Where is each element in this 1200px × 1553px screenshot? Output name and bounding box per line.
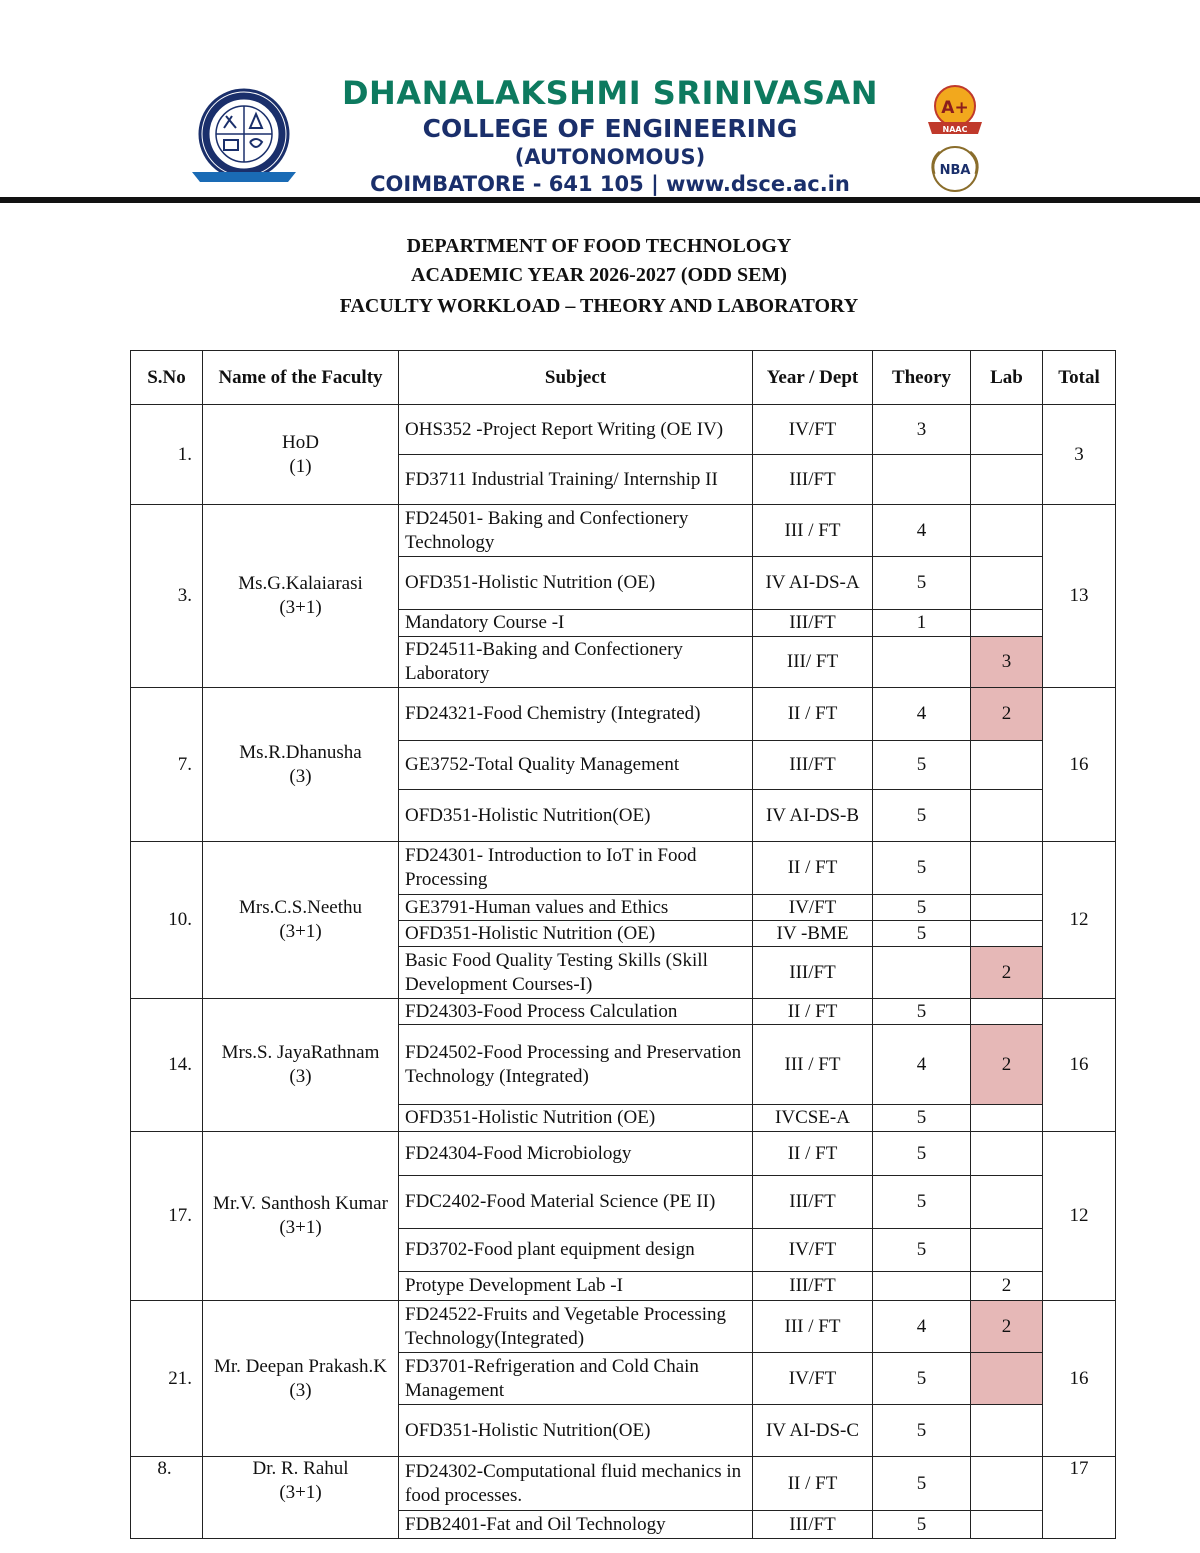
- year-dept-cell: IV AI-DS-B: [753, 790, 873, 842]
- lab-cell: [971, 895, 1043, 921]
- subject-cell: FD3711 Industrial Training/ Internship II: [399, 455, 753, 505]
- theory-cell: [873, 455, 971, 505]
- letterhead: [0, 0, 1200, 210]
- year-dept-cell: III/FT: [753, 1511, 873, 1539]
- faculty-name: Mr.V. Santhosh Kumar: [213, 1193, 388, 1214]
- subject-cell: FD24304-Food Microbiology: [399, 1132, 753, 1176]
- college-address: COIMBATORE - 641 105 | www.dsce.ac.in: [370, 172, 850, 196]
- subject-cell: FD3701-Refrigeration and Cold Chain Management: [399, 1353, 753, 1405]
- header-year-dept: Year / Dept: [753, 351, 873, 405]
- faculty-name: Mrs.S. JayaRathnam: [221, 1042, 380, 1063]
- theory-cell: 5: [873, 557, 971, 610]
- subject-cell: FD24522-Fruits and Vegetable Processing Technology(Integrated): [399, 1301, 753, 1353]
- lab-cell: 2: [971, 1301, 1043, 1353]
- lab-cell: [971, 790, 1043, 842]
- theory-cell: 5: [873, 790, 971, 842]
- theory-cell: 5: [873, 895, 971, 921]
- college-crest-logo: [188, 86, 300, 190]
- header-total: Total: [1043, 351, 1116, 405]
- faculty-load: (3): [289, 765, 312, 787]
- lab-cell: 3: [971, 637, 1043, 688]
- year-dept-cell: III / FT: [753, 505, 873, 557]
- theory-cell: 5: [873, 1353, 971, 1405]
- year-dept-cell: IV AI-DS-C: [753, 1405, 873, 1457]
- faculty-name: Dr. R. Rahul: [252, 1458, 349, 1479]
- faculty-name: Mrs.C.S.Neethu: [239, 897, 362, 918]
- autonomous-status: (AUTONOMOUS): [514, 145, 706, 169]
- header-faculty: Name of the Faculty: [203, 351, 399, 405]
- subject-cell: Basic Food Quality Testing Skills (Skill Development Courses-I): [399, 947, 753, 999]
- badge-naac-text: NAAC: [942, 125, 968, 134]
- lab-cell: [971, 1105, 1043, 1132]
- subject-cell: Protype Development Lab -I: [399, 1272, 753, 1301]
- faculty-cell: [203, 688, 399, 842]
- table-row: [131, 405, 1116, 455]
- theory-cell: 5: [873, 921, 971, 947]
- badge-a-text: A+: [941, 98, 969, 118]
- year-dept-cell: III/FT: [753, 455, 873, 505]
- lab-cell: [971, 1511, 1043, 1539]
- lab-cell: [971, 1176, 1043, 1229]
- faculty-load: (3+1): [279, 921, 322, 942]
- year-dept-cell: III/FT: [753, 610, 873, 637]
- faculty-cell: [203, 1301, 399, 1457]
- workload-title: FACULTY WORKLOAD – THEORY AND LABORATORY: [339, 295, 859, 317]
- faculty-name: Ms.G.Kalaiarasi: [238, 573, 363, 594]
- total-cell: 12: [1043, 842, 1116, 999]
- subject-cell: OFD351-Holistic Nutrition(OE): [399, 1405, 753, 1457]
- year-dept-cell: II / FT: [753, 842, 873, 895]
- theory-cell: 5: [873, 999, 971, 1025]
- header-lab: Lab: [971, 351, 1043, 405]
- sno-cell: 14.: [131, 999, 203, 1132]
- faculty-cell: [203, 1457, 399, 1539]
- theory-cell: 5: [873, 1132, 971, 1176]
- lab-cell: [971, 1132, 1043, 1176]
- faculty-load: (3): [289, 1379, 312, 1401]
- subject-cell: FD24321-Food Chemistry (Integrated): [399, 688, 753, 741]
- faculty-cell: [203, 405, 399, 505]
- lab-cell: [971, 842, 1043, 895]
- table-row: [131, 842, 1116, 895]
- lab-cell: 2: [971, 688, 1043, 741]
- naac-a-plus-badge: [922, 82, 988, 140]
- year-dept-cell: IV AI-DS-A: [753, 557, 873, 610]
- lab-cell: 2: [971, 1272, 1043, 1301]
- subject-cell: FD24502-Food Processing and Preservation Technology (Integrated): [399, 1025, 753, 1105]
- table-row: [131, 1301, 1116, 1353]
- lab-cell: 2: [971, 947, 1043, 999]
- subject-cell: Mandatory Course -I: [399, 610, 753, 637]
- sno-cell: 1.: [131, 405, 203, 505]
- table-row: [131, 688, 1116, 741]
- faculty-name: Mr. Deepan Prakash.K: [213, 1355, 388, 1377]
- subject-cell: FD24303-Food Process Calculation: [399, 999, 753, 1025]
- theory-cell: 4: [873, 505, 971, 557]
- lab-cell: [971, 505, 1043, 557]
- year-dept-cell: IV/FT: [753, 1353, 873, 1405]
- lab-cell: [971, 1353, 1043, 1405]
- lab-cell: [971, 455, 1043, 505]
- header-theory: Theory: [873, 351, 971, 405]
- year-dept-cell: II / FT: [753, 999, 873, 1025]
- year-dept-cell: III / FT: [753, 1025, 873, 1105]
- lab-cell: [971, 741, 1043, 790]
- nba-badge: [922, 144, 988, 194]
- table-header-row: [131, 351, 1116, 405]
- year-dept-cell: III/FT: [753, 1176, 873, 1229]
- academic-year-title: ACADEMIC YEAR 2026-2027 (ODD SEM): [411, 264, 787, 286]
- faculty-load: (1): [289, 455, 312, 477]
- subject-cell: OFD351-Holistic Nutrition(OE): [399, 790, 753, 842]
- subject-cell: GE3752-Total Quality Management: [399, 741, 753, 790]
- faculty-load: (3): [289, 1066, 312, 1087]
- theory-cell: 5: [873, 1405, 971, 1457]
- lab-cell: [971, 405, 1043, 455]
- theory-cell: 5: [873, 1229, 971, 1272]
- lab-cell: [971, 1405, 1043, 1457]
- faculty-cell: [203, 842, 399, 999]
- institution-name: DHANALAKSHMI SRINIVASAN: [341, 74, 879, 112]
- subject-cell: GE3791-Human values and Ethics: [399, 895, 753, 921]
- subject-cell: FDC2402-Food Material Science (PE II): [399, 1176, 753, 1229]
- year-dept-cell: III/FT: [753, 947, 873, 999]
- header-sno: S.No: [131, 351, 203, 405]
- year-dept-cell: IVCSE-A: [753, 1105, 873, 1132]
- faculty-load: (3+1): [279, 597, 322, 618]
- subject-cell: FD24302-Computational fluid mechanics in food processes.: [399, 1457, 753, 1511]
- year-dept-cell: III/FT: [753, 741, 873, 790]
- theory-cell: [873, 637, 971, 688]
- total-cell: 16: [1043, 1301, 1116, 1457]
- total-cell: 16: [1043, 688, 1116, 842]
- lab-cell: [971, 999, 1043, 1025]
- lab-cell: 2: [971, 1025, 1043, 1105]
- faculty-cell: [203, 999, 399, 1132]
- college-name: COLLEGE OF ENGINEERING: [422, 114, 798, 143]
- subject-cell: FD24501- Baking and Confectionery Technology: [399, 505, 753, 557]
- theory-cell: 5: [873, 1511, 971, 1539]
- faculty-cell: [203, 1132, 399, 1301]
- subject-cell: FD3702-Food plant equipment design: [399, 1229, 753, 1272]
- faculty-cell: [203, 505, 399, 688]
- theory-cell: 5: [873, 1176, 971, 1229]
- total-cell: 3: [1043, 405, 1116, 505]
- subject-cell: OFD351-Holistic Nutrition (OE): [399, 1105, 753, 1132]
- theory-cell: 5: [873, 1457, 971, 1511]
- theory-cell: 5: [873, 741, 971, 790]
- faculty-name: HoD: [282, 431, 319, 453]
- total-cell: 13: [1043, 505, 1116, 688]
- year-dept-cell: III/FT: [753, 1272, 873, 1301]
- sno-cell: 10.: [131, 842, 203, 999]
- header-subject: Subject: [399, 351, 753, 405]
- lab-cell: [971, 610, 1043, 637]
- theory-cell: 5: [873, 842, 971, 895]
- total-cell: 16: [1043, 999, 1116, 1132]
- lab-cell: [971, 1457, 1043, 1511]
- subject-cell: FD24511-Baking and Confectionery Laboratory: [399, 637, 753, 688]
- subject-cell: FD24301- Introduction to IoT in Food Processing: [399, 842, 753, 895]
- year-dept-cell: II / FT: [753, 1457, 873, 1511]
- lab-cell: [971, 557, 1043, 610]
- year-dept-cell: IV -BME: [753, 921, 873, 947]
- subject-cell: OFD351-Holistic Nutrition (OE): [399, 921, 753, 947]
- total-cell: 12: [1043, 1132, 1116, 1301]
- theory-cell: 5: [873, 1105, 971, 1132]
- theory-cell: [873, 947, 971, 999]
- subject-cell: OHS352 -Project Report Writing (OE IV): [399, 405, 753, 455]
- theory-cell: [873, 1272, 971, 1301]
- table-row: [131, 999, 1116, 1025]
- year-dept-cell: II / FT: [753, 1132, 873, 1176]
- theory-cell: 3: [873, 405, 971, 455]
- year-dept-cell: III/ FT: [753, 637, 873, 688]
- faculty-load: (3+1): [279, 1217, 322, 1238]
- theory-cell: 4: [873, 688, 971, 741]
- subject-cell: OFD351-Holistic Nutrition (OE): [399, 557, 753, 610]
- faculty-name: Ms.R.Dhanusha: [239, 741, 362, 763]
- badge-nba-text: NBA: [939, 163, 971, 178]
- year-dept-cell: III / FT: [753, 1301, 873, 1353]
- lab-cell: [971, 1229, 1043, 1272]
- theory-cell: 4: [873, 1025, 971, 1105]
- total-cell: 17: [1043, 1457, 1116, 1539]
- table-row: [131, 1457, 1116, 1511]
- sno-cell: 8.: [131, 1457, 203, 1539]
- lab-cell: [971, 921, 1043, 947]
- department-title: DEPARTMENT OF FOOD TECHNOLOGY: [406, 235, 792, 257]
- sno-cell: 21.: [131, 1301, 203, 1457]
- theory-cell: 4: [873, 1301, 971, 1353]
- year-dept-cell: IV/FT: [753, 1229, 873, 1272]
- table-row: [131, 505, 1116, 557]
- faculty-workload-table: [130, 350, 1116, 1539]
- faculty-load: (3+1): [279, 1482, 322, 1503]
- header-divider: [0, 197, 1200, 203]
- subject-cell: FDB2401-Fat and Oil Technology: [399, 1511, 753, 1539]
- sno-cell: 3.: [131, 505, 203, 688]
- year-dept-cell: IV/FT: [753, 895, 873, 921]
- table-row: [131, 1132, 1116, 1176]
- sno-cell: 17.: [131, 1132, 203, 1301]
- theory-cell: 1: [873, 610, 971, 637]
- sno-cell: 7.: [131, 688, 203, 842]
- year-dept-cell: II / FT: [753, 688, 873, 741]
- document-titles: [130, 232, 1068, 321]
- year-dept-cell: IV/FT: [753, 405, 873, 455]
